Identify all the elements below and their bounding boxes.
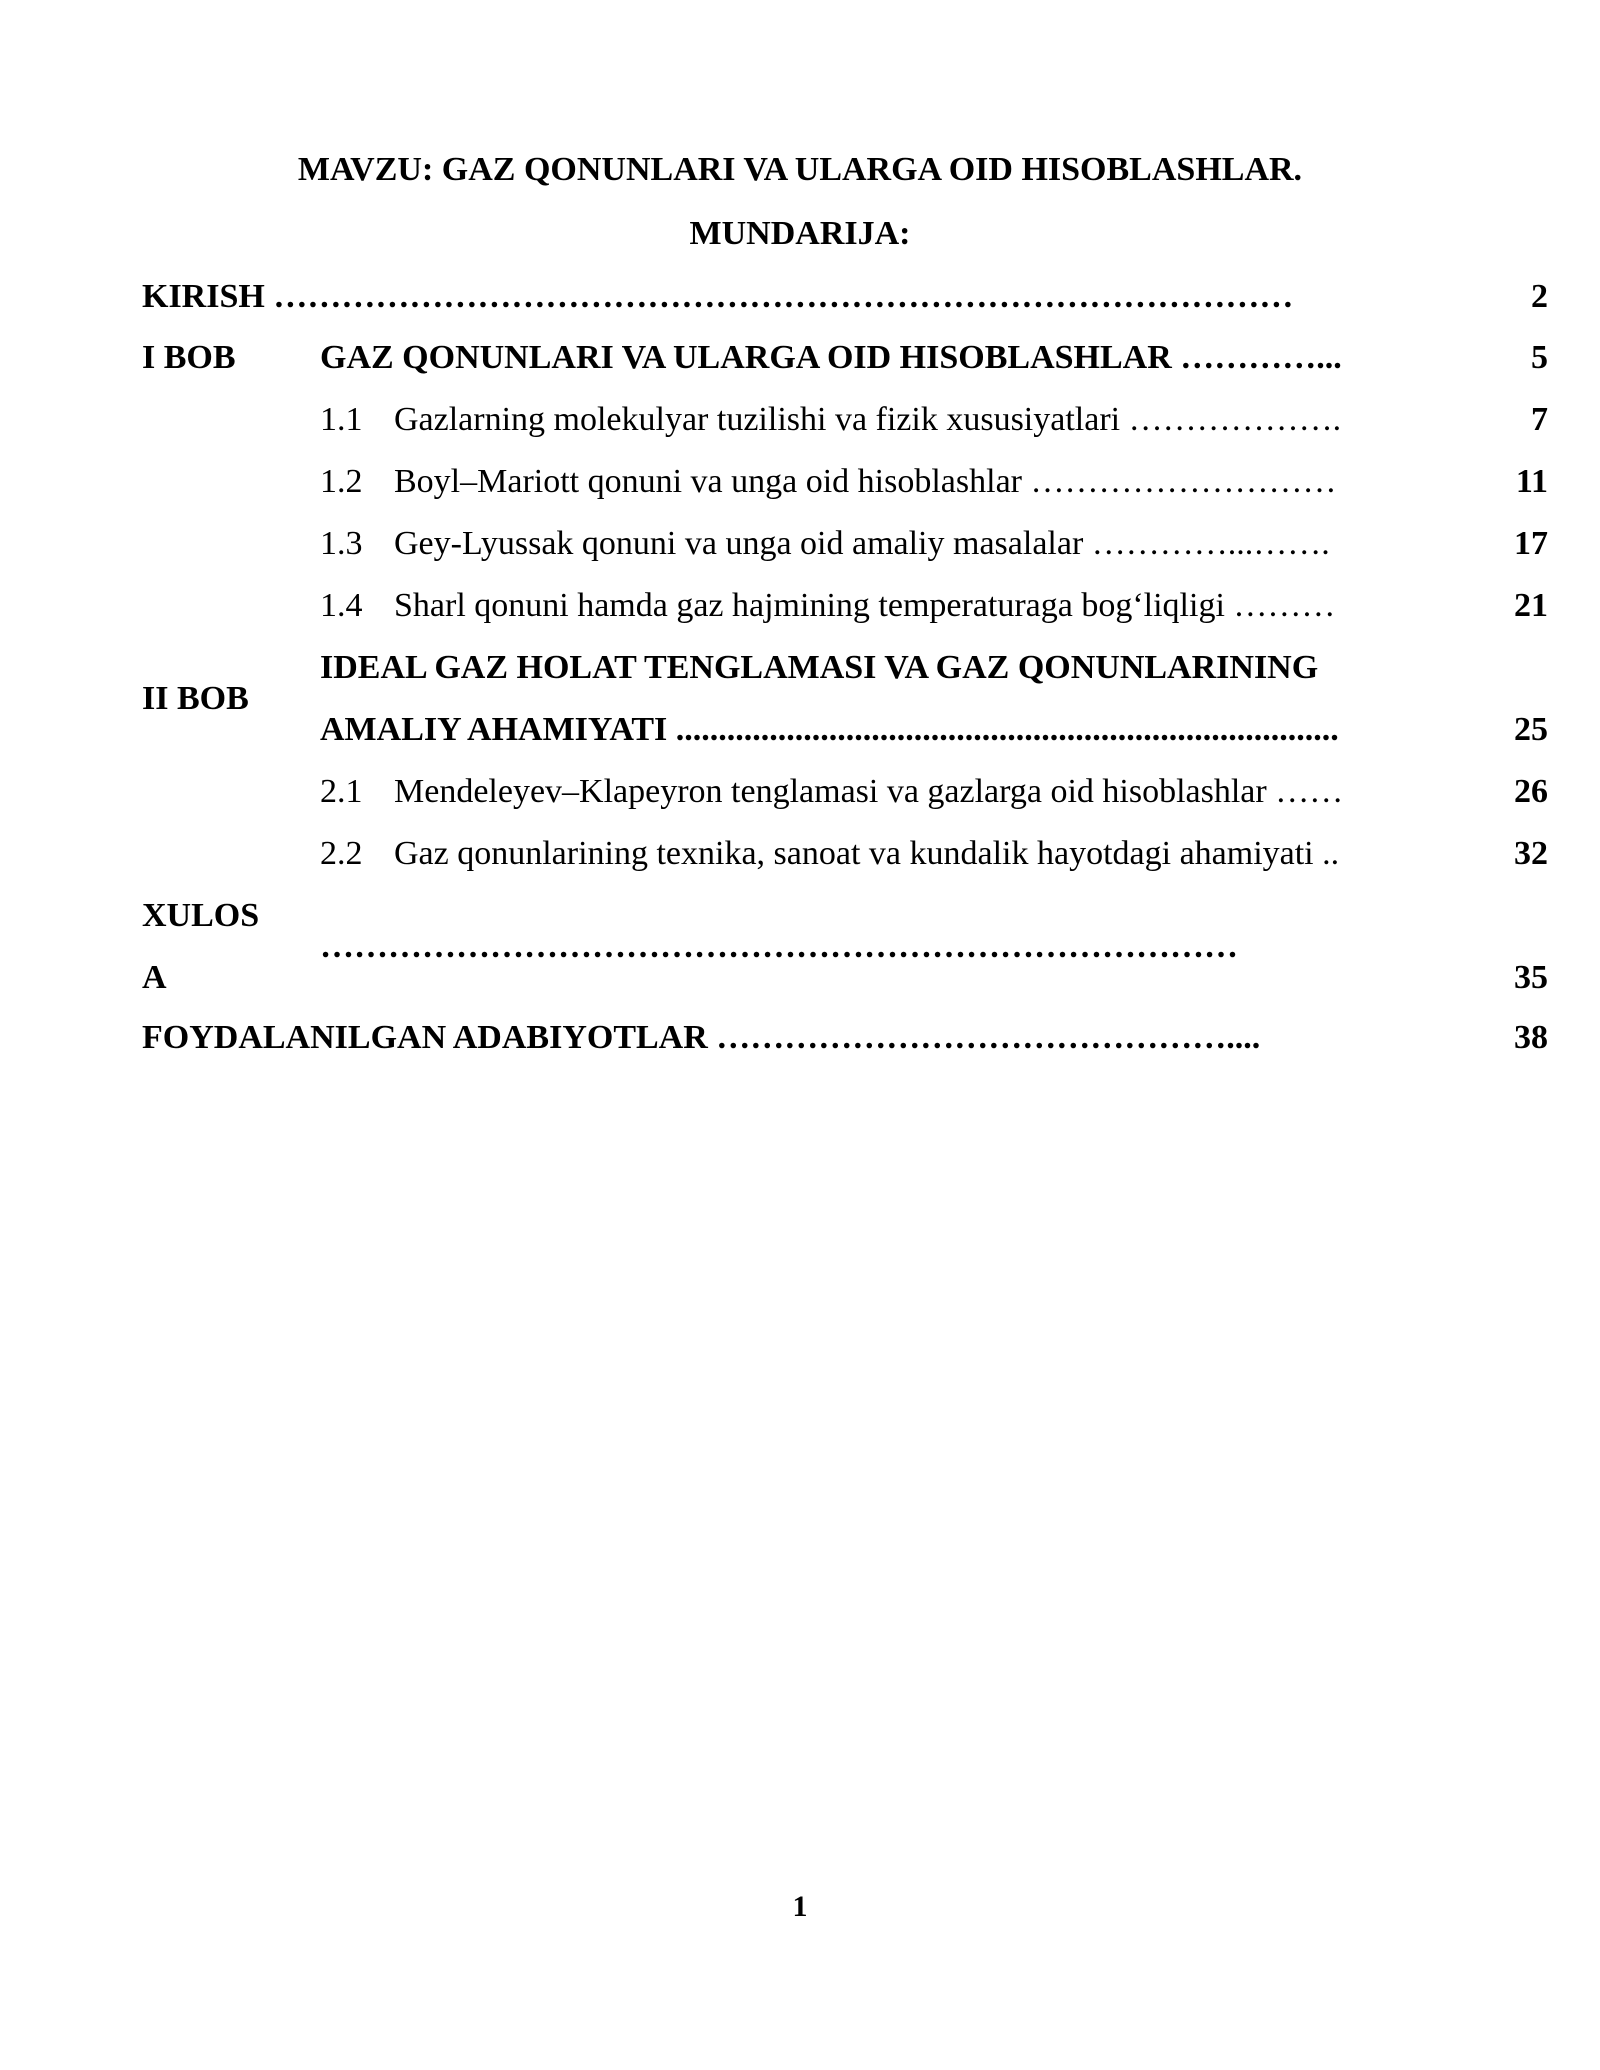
- section-title: Boyl–Mariott qonuni va unga oid hisoblashlar ………………………: [394, 463, 1337, 500]
- section-page: 32: [1514, 835, 1548, 872]
- chapter-2-page: 25: [1514, 711, 1548, 748]
- page-number: 1: [792, 1890, 808, 1923]
- section-page: 26: [1514, 773, 1548, 810]
- section-page: 7: [1531, 401, 1548, 438]
- references-page: 38: [1514, 1019, 1548, 1056]
- chapter-1-label: I BOB: [142, 339, 236, 376]
- toc-heading: MUNDARIJA:: [689, 215, 911, 252]
- conclusion-label-line2: A: [142, 959, 167, 996]
- section-number: 1.2: [320, 463, 363, 500]
- section-title: Gey-Lyussak qonuni va unga oid amaliy masalalar …………...…….: [394, 525, 1330, 562]
- chapter-2-title-line2: AMALIY AHAMIYATI ..............................................................................: [320, 711, 1339, 748]
- document-title: MAVZU: GAZ QONUNLARI VA ULARGA OID HISOBLASHLAR.: [297, 151, 1303, 188]
- toc-entry-references: FOYDALANILGAN ADABIYOTLAR ………………………………………....: [142, 1019, 1261, 1056]
- chapter-2-label: II BOB: [142, 680, 249, 717]
- section-title: Gaz qonunlarining texnika, sanoat va kundalik hayotdagi ahamiyati ..: [394, 835, 1340, 872]
- section-page: 11: [1515, 463, 1548, 500]
- section-number: 1.4: [320, 587, 363, 624]
- chapter-1-page: 5: [1531, 339, 1548, 376]
- section-title: Gazlarning molekulyar tuzilishi va fizik xususiyatlari ……………….: [394, 401, 1342, 438]
- section-page: 17: [1514, 525, 1548, 562]
- conclusion-leader-dots: ………………………………………………………………………: [320, 928, 1238, 965]
- toc-page-intro: 2: [1531, 278, 1548, 315]
- section-number: 2.2: [320, 835, 363, 872]
- section-title: Sharl qonuni hamda gaz hajmining temperaturaga bog‘liqligi ………: [394, 587, 1336, 624]
- section-title: Mendeleyev–Klapeyron tenglamasi va gazlarga oid hisoblashlar ……: [394, 773, 1344, 810]
- chapter-2-title-line1: IDEAL GAZ HOLAT TENGLAMASI VA GAZ QONUNLARINING: [320, 649, 1319, 686]
- conclusion-page: 35: [1514, 959, 1548, 996]
- section-page: 21: [1514, 587, 1548, 624]
- section-number: 1.3: [320, 525, 363, 562]
- section-number: 1.1: [320, 401, 363, 438]
- toc-entry-intro: KIRISH ………………………………………………………………………………: [142, 278, 1294, 315]
- section-number: 2.1: [320, 773, 363, 810]
- chapter-1-title: GAZ QONUNLARI VA ULARGA OID HISOBLASHLAR …………...: [320, 339, 1342, 376]
- conclusion-label-line1: XULOS: [142, 897, 260, 934]
